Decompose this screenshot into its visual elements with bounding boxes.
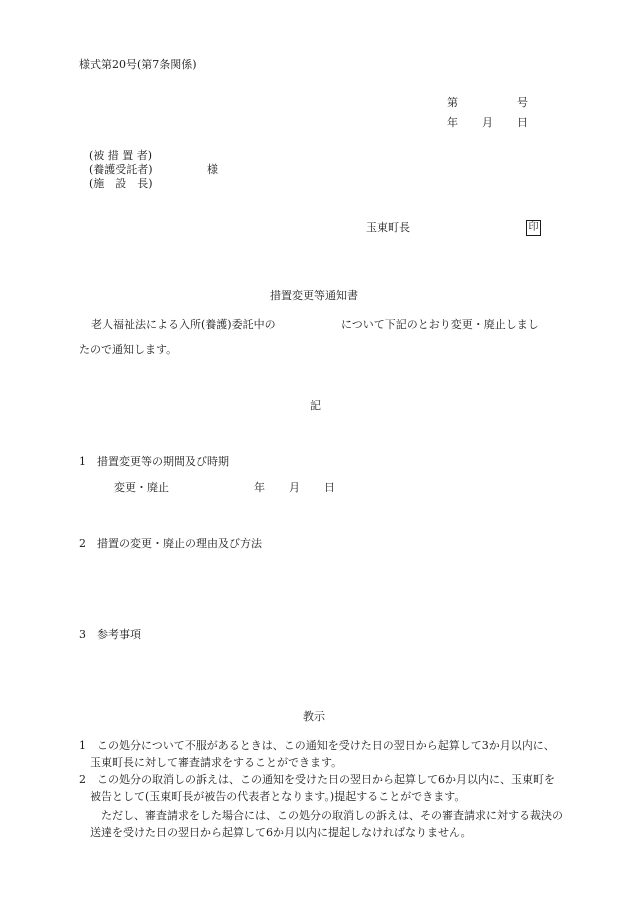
seal: 印 [526,220,541,236]
body-line-1b: について下記のとおり変更・廃止しまし [341,318,539,331]
item-1-sub: 変更・廃止 [114,481,169,494]
addressee-2: (養護受託者) [89,163,153,176]
item-2-label: 2 措置の変更・廃止の理由及び方法 [79,537,262,550]
date-year: 年 [447,116,458,129]
item-1-year: 年 [254,481,265,494]
form-id: 様式第20号(第7条関係) [79,58,197,71]
item-1-month: 月 [289,481,300,494]
item-1-label: 1 措置変更等の期間及び時期 [79,455,229,468]
instruction-1: 1 この処分について不服があるときは、この通知を受けた日の翌日から起算して3か月以内に、玉東町長に対して審査請求をすることができます。 [79,739,555,769]
item-1-day: 日 [324,481,335,494]
item-3-label: 3 参考事項 [79,628,141,641]
addressee-3: (施 設 長) [89,177,153,190]
number-dai: 第 [447,96,458,109]
instruction-title: 教示 [303,710,325,723]
instruction-2: 2 この処分の取消しの訴えは、この通知を受けた日の翌日から起算して6か月以内に、玉東町を被告として(玉東町長が被告の代表者となります。)提起することができます。 [79,773,555,803]
issuer: 玉東町長 [366,221,410,234]
honorific: 様 [207,163,218,176]
date-day: 日 [517,116,528,129]
addressee-1: (被 措 置 者) [89,149,153,162]
document-title: 措置変更等通知書 [270,289,358,302]
number-go: 号 [517,96,528,109]
instruction-3: ただし、審査請求をした場合には、この処分の取消しの訴えは、その審査請求に対する裁決の送達を受けた日の翌日から起算して6か月以内に提起しなければなりません。 [90,809,563,839]
ki-heading: 記 [310,399,321,412]
body-line-1a: 老人福祉法による入所(養護)委託中の [91,318,276,331]
date-month: 月 [482,116,493,129]
body-line-2: たので通知します。 [79,343,178,356]
